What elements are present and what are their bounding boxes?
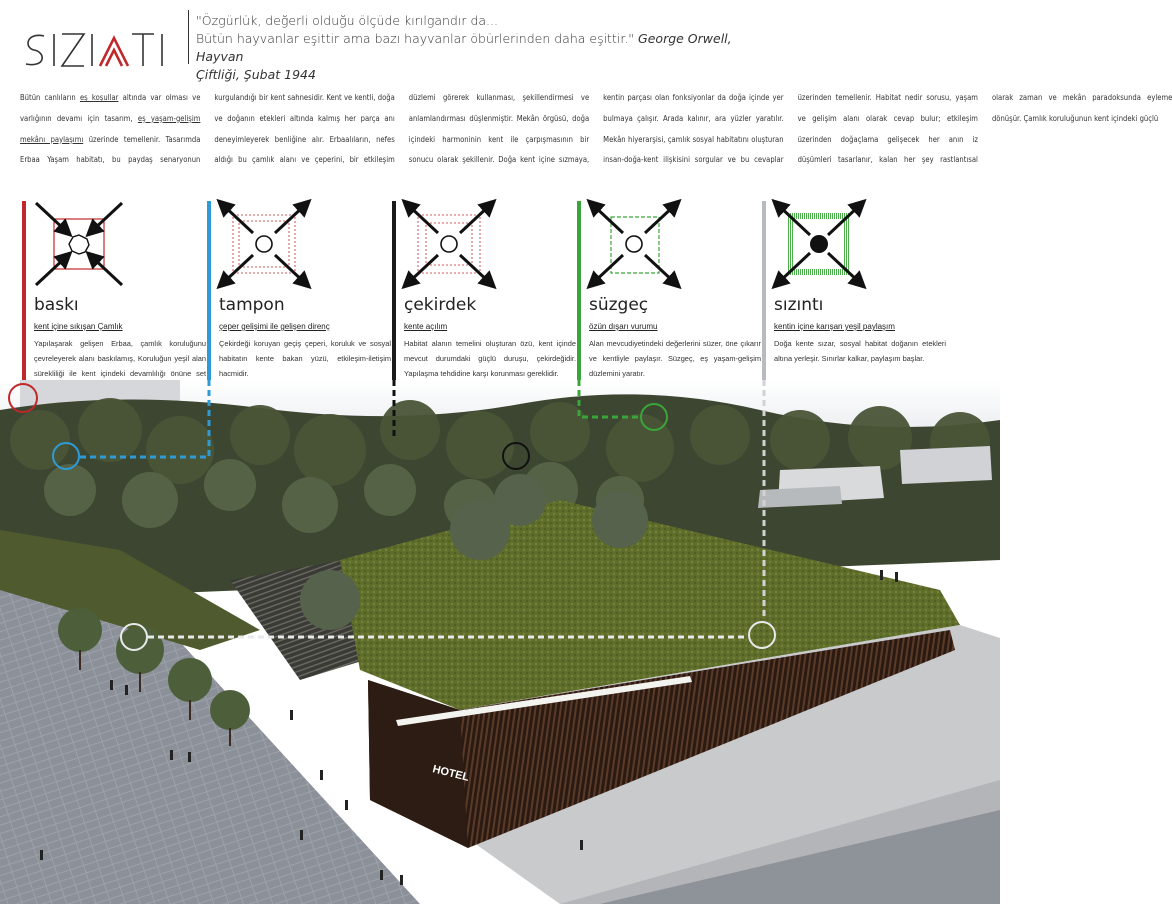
panel-color-bar: [22, 201, 26, 383]
panel-title: süzgeç: [589, 295, 649, 315]
panel-title: sızıntı: [774, 295, 824, 315]
panel-baski: [22, 201, 206, 401]
site-rendering: [0, 380, 1000, 904]
hotel-sign: HOTEL: [431, 763, 471, 784]
panel-description: Çekirdeği koruyan geçiş çeperi, koruluk ve sosyal habitatın kente bakan yüzü, etkileşim-iletişim hacmidir.: [219, 339, 391, 378]
panel-description: Habitat alanın temelini oluşturan özü, kent içinde mevcut durumdaki güçlü duruşu, çekirdeğidir. Yapılaşma tehdidine karşı korunması gereklidir.: [404, 339, 576, 378]
intro-p3: Mekân hiyerarşisi, çamlık sosyal habitatını oluşturan insan-doğa-kent ilişkisini sorgular ve bu cevaplar üzerinden temellenir. Habitat nedir sorusu, yaşam ve gelişim alanı olarak cevap bulur; etkileşim üzerinden doğaçlama gelişecek her anın iz düşümleri tasarlanır, kalan her şey rastlantısal olarak zaman ve mekân paradoksunda eyleme dönüşür. Çamlık koruluğunun kent içindeki güçlü: [603, 93, 1172, 165]
panel-cekirdek: [392, 201, 576, 401]
pressure-diagram-icon: [34, 201, 124, 287]
header-quote: [196, 12, 756, 84]
intro-p1-b: altında var olması ve varlığının devamı için tasarım,: [20, 93, 201, 123]
panel-description: Yapılaşarak gelişen Erbaa, çamlık koruluğunu çevreleyerek alanı baskılamış, Koruluğun yeşil alan sürekliliği ile kent içindeki devamlılığı önüne set: [34, 339, 206, 378]
panel-sizinti: [762, 201, 946, 401]
panel-title: çekirdek: [404, 295, 477, 315]
quote-author: George Orwell, Hayvan: [196, 31, 732, 64]
filter-diagram-icon: [589, 201, 679, 287]
panel-subtitle: kent içine sıkışan Çamlık: [34, 322, 123, 331]
panel-subtitle: çeper gelişimi ile gelişen direnç: [219, 322, 330, 331]
logo: [22, 28, 172, 72]
panel-title: baskı: [34, 295, 79, 315]
aerial-render-illustration: [0, 380, 1000, 904]
header-divider: [188, 10, 189, 64]
quote-line-2: [196, 30, 756, 66]
intro-p1-underline-1: eş koşullar: [79, 93, 119, 102]
quote-source: Çiftliği, Şubat 1944: [196, 67, 316, 82]
intro-p1-underline-2: eş yaşam-gelişim mekânı paylaşımı: [20, 113, 201, 144]
panel-color-bar: [207, 201, 211, 383]
panel-title: tampon: [219, 295, 285, 315]
leak-diagram-icon: [774, 201, 864, 287]
panel-description: Doğa kente sızar, sosyal habitat doğanın etekleri altına yerleşir. Sınırlar kalkar, paylaşım başlar.: [774, 339, 946, 363]
panel-subtitle: özün dışarı vurumu: [589, 322, 658, 331]
panel-subtitle: kente açılım: [404, 322, 448, 331]
panel-color-bar: [392, 201, 396, 383]
quote-line-1: "Özgürlük, değerli olduğu ölçüde kırılgandır da...: [196, 13, 498, 28]
intro-p2: Mekân örgüsü, doğa içindeki harmoninin kent ile çarpışmasının bir sonucu olarak şekillenir. Doğa kent içine sızmaya, kentin parçası olan fonksiyonlar da doğa içinde yer bulmaya çalışır. Arada kalınır, ara yüzler yaratılır.: [408, 93, 784, 165]
panel-color-bar: [762, 201, 766, 383]
panel-subtitle: kentin içine karışan yeşil paylaşım: [774, 322, 895, 331]
panel-color-bar: [577, 201, 581, 383]
quote-text: Bütün hayvanlar eşittir ama bazı hayvanlar öbürlerinden daha eşittir.": [196, 31, 635, 46]
intro-text: [20, 88, 1172, 188]
panel-description: Alan mevcudiyetindeki değerlerini süzer, öne çıkarır ve kentliyle paylaşır. Süzgeç, eş yaşam-gelişim düzlemini yaratır.: [589, 339, 761, 378]
buffer-diagram-icon: [219, 201, 309, 287]
core-diagram-icon: [404, 201, 494, 287]
logo-mark: [22, 28, 172, 72]
intro-p1-a: Bütün canlıların: [20, 93, 80, 102]
intro-p1-c: üzerinde temellenir. Tasarımda Erbaa Yaşam habitatı, bu paydaş senaryonun kurgulandığı bir kent sahnesidir. Kent ve kentli, doğa ve doğanın etekleri altında kalmış her parça anı deneyimleyerek benliğine alır. Erbaalıların, nefes aldığı bu çamlık alanı ve çeperini, bir etkileşim düzlemi görerek kullanması, şekillendirmesi ve anlamlandırması düşlenmiştir.: [20, 93, 590, 165]
panel-suzgec: [577, 201, 761, 401]
panel-tampon: [207, 201, 391, 401]
